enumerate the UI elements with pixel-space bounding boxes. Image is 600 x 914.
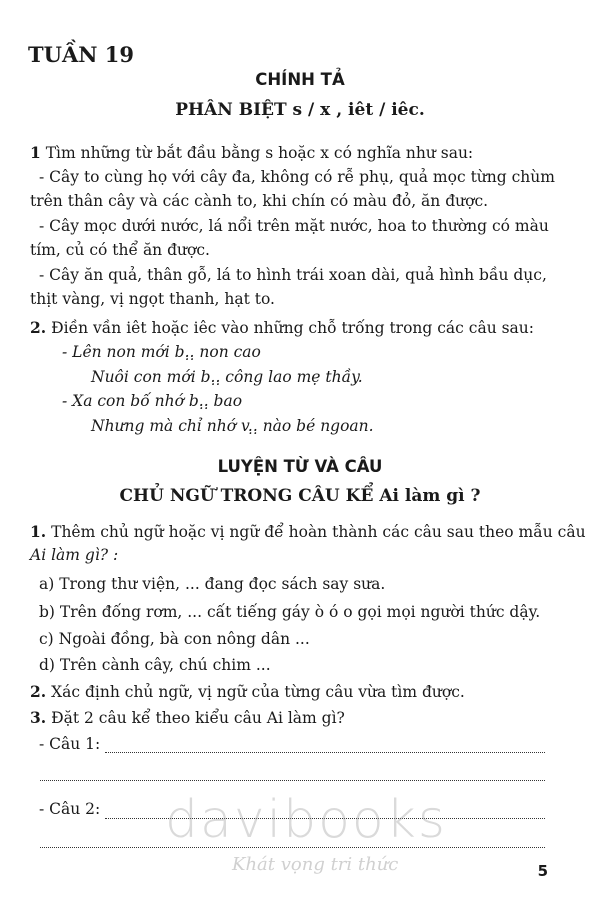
poem-line: - Lên non mới b.̣.̣ non cao [62,343,261,361]
watermark-tagline: Khát vọng tri thức [232,854,399,875]
vocab-exercise-1-item: d) Trên cành cây, chú chim ... [39,656,271,674]
vocab-exercise-2-prompt [30,682,465,701]
week-title: TUẦN 19 [28,42,134,67]
vocab-exercise-1-pattern: Ai làm gì? : [30,546,119,564]
exercise-number: 2. [30,318,47,337]
vocab-exercise-1-item: c) Ngoài đồng, bà con nông dân ... [39,630,310,648]
poem-line: Nhưng mà chỉ nhớ v.̣.̣ nào bé ngoan. [91,417,374,435]
section-title-spelling: CHÍNH TẢ [255,70,345,89]
exercise-1-line: thịt vàng, vị ngọt thanh, hạt to. [30,290,275,308]
exercise-number: 2. [30,682,47,701]
vocab-exercise-1-prompt [30,522,586,541]
watermark-brand: davibooks [165,790,447,850]
vocab-exercise-3-prompt [30,708,345,727]
exercise-1-line: trên thân cây và các cành to, khi chín có màu đỏ, ăn được. [30,192,489,210]
exercise-number: 1. [30,522,47,541]
section-subtitle-spelling: PHÂN BIỆT s / x , iêt / iêc. [175,100,425,120]
exercise-number: 3. [30,708,47,727]
exercise-1-prompt [30,143,473,162]
exercise-1-line: - Cây mọc dưới nước, lá nổi trên mặt nước, hoa to thường có màu [39,217,549,235]
exercise-prompt-text: Tìm những từ bắt đầu bằng s hoặc x có nghĩa như sau: [40,144,474,162]
poem-line: Nuôi con mới b.̣.̣ công lao mẹ thầy. [91,368,363,386]
exercise-prompt-text: Đặt 2 câu kể theo kiểu câu Ai làm gì? [46,709,345,727]
section-title-vocab: LUYỆN TỪ VÀ CÂU [217,457,383,476]
exercise-1-line: - Cây to cùng họ với cây đa, không có rễ phụ, quả mọc từng chùm [39,168,555,186]
exercise-prompt-text: Thêm chủ ngữ hoặc vị ngữ để hoàn thành các câu sau theo mẫu câu [46,523,586,541]
answer-line[interactable] [40,780,545,781]
answer-label-2: - Câu 2: [39,800,101,818]
exercise-1-line: - Cây ăn quả, thân gỗ, lá to hình trái xoan dài, quả hình bầu dục, [39,266,547,284]
exercise-prompt-text: Điền vần iêt hoặc iêc vào những chỗ trống trong các câu sau: [46,319,535,337]
exercise-prompt-text: Xác định chủ ngữ, vị ngữ của từng câu vừa tìm được. [46,683,465,701]
exercise-2-prompt [30,318,534,337]
exercise-number: 1 [30,143,41,162]
exercise-1-line: tím, củ có thể ăn được. [30,241,210,259]
page-number: 5 [537,862,548,880]
answer-label-1: - Câu 1: [39,735,101,753]
poem-line: - Xa con bố nhớ b.̣.̣ bao [62,392,243,410]
vocab-exercise-1-item: b) Trên đống rơm, ... cất tiếng gáy ò ó o gọi mọi người thức dậy. [39,603,541,621]
vocab-exercise-1-item: a) Trong thư viện, ... đang đọc sách say sưa. [39,575,386,593]
section-subtitle-vocab: CHỦ NGỮ TRONG CÂU KỂ Ai làm gì ? [119,486,481,506]
answer-line[interactable] [105,752,545,753]
